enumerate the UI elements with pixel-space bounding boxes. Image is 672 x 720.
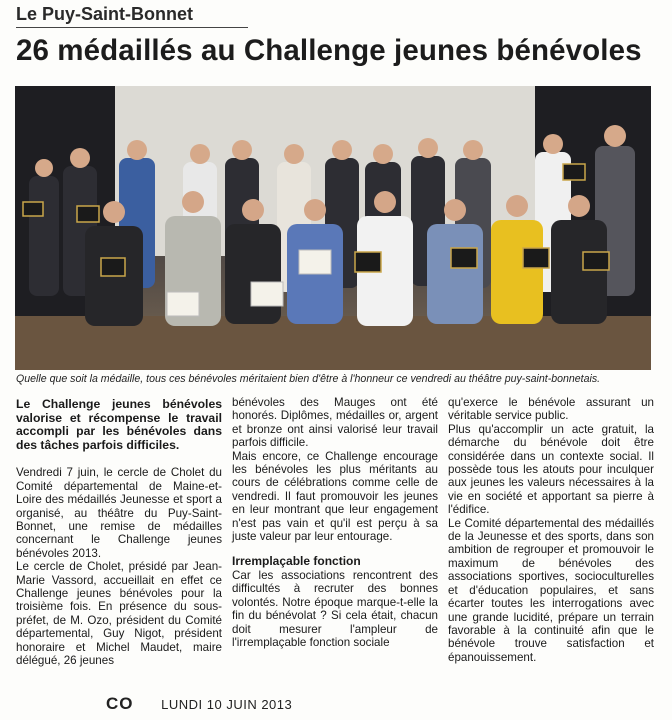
group-photo xyxy=(15,86,651,370)
photo-caption: Quelle que soit la médaille, tous ces bénévoles méritaient bien d'être à l'honneur ce vendredi au théâtre puy-saint-bonnetais. xyxy=(16,373,601,385)
page-footer xyxy=(16,694,656,714)
article-column-2 xyxy=(232,396,438,649)
headline: 26 médaillés au Challenge jeunes bénévoles xyxy=(16,34,642,67)
article-paragraph: qu'exerce le bénévole assurant un véritable service public. xyxy=(448,396,654,423)
article-paragraph: Mais encore, ce Challenge encourage les bénévoles les plus méritants au cours de célébrations comme celle de vendredi. Il faut promouvoir les jeunes en leur montrant que leur engagement n'est pas vain et qu'il est perçu à sa juste valeur par leur entourage. xyxy=(232,449,438,544)
article-column-3 xyxy=(448,396,654,664)
section-rubric: Le Puy-Saint-Bonnet xyxy=(16,4,248,28)
article-paragraph: Plus qu'accomplir un acte gratuit, la démarche du bénévole doit être considérée dans un contexte social. Il possède tous les atouts pour inculquer aux jeunes les valeurs nécessaires à la vie en société et apportant sa pierre à l'édifice. xyxy=(448,422,654,517)
article-paragraph: Car les associations rencontrent des difficultés à recruter des bonnes volontés. Notre époque marque-t-elle la fin du bénévolat ? Si cela était, chacun doit mesurer l'ampleur de l'irremplaçable fonction sociale xyxy=(232,568,438,649)
article-paragraph: bénévoles des Mauges ont été honorés. Diplômes, médailles or, argent et bronze ont ainsi valorisé leur travail parfois difficile. xyxy=(232,396,438,450)
article-paragraph: Le cercle de Cholet, présidé par Jean-Marie Vassord, accueillait en effet ce Challenge jeunes bénévoles pour la troisième fois. En présence du sous-préfet, de M. Ozo, président du Comité départemental, Guy Nigot, président honoraire et Michel Maudet, maire délégué, 26 jeunes xyxy=(16,560,222,668)
publication-date: LUNDI 10 JUIN 2013 xyxy=(161,697,293,712)
article-paragraph: Vendredi 7 juin, le cercle de Cholet du Comité départemental de Maine-et-Loire des médaillés Jeunesse et sport a organisé, au théâtre du Puy-Saint-Bonnet, une remise de médailles concernant le Challenge jeunes bénévoles 2013. xyxy=(16,466,222,560)
article-lead: Le Challenge jeunes bénévoles valorise et récompense le travail accompli par les bénévoles dans des tâches parfois difficiles. xyxy=(16,397,222,452)
article-column-1 xyxy=(16,398,222,667)
article-subhead: Irremplaçable fonction xyxy=(232,554,361,569)
newspaper-brand: CO xyxy=(106,694,134,713)
article-paragraph: Le Comité départemental des médaillés de la Jeunesse et des sports, dans son ambition de regrouper et promouvoir le maximum de bénévoles des associations sportives, socioculturelles et d'éducation populaires, et sans écarter toutes les interrogations avec une grande lucidité, prépare un terrain favorable à la continuité afin que le bénévole trouve satisfaction et épanouissement. xyxy=(448,516,654,664)
group-photo-illustration xyxy=(15,86,651,370)
